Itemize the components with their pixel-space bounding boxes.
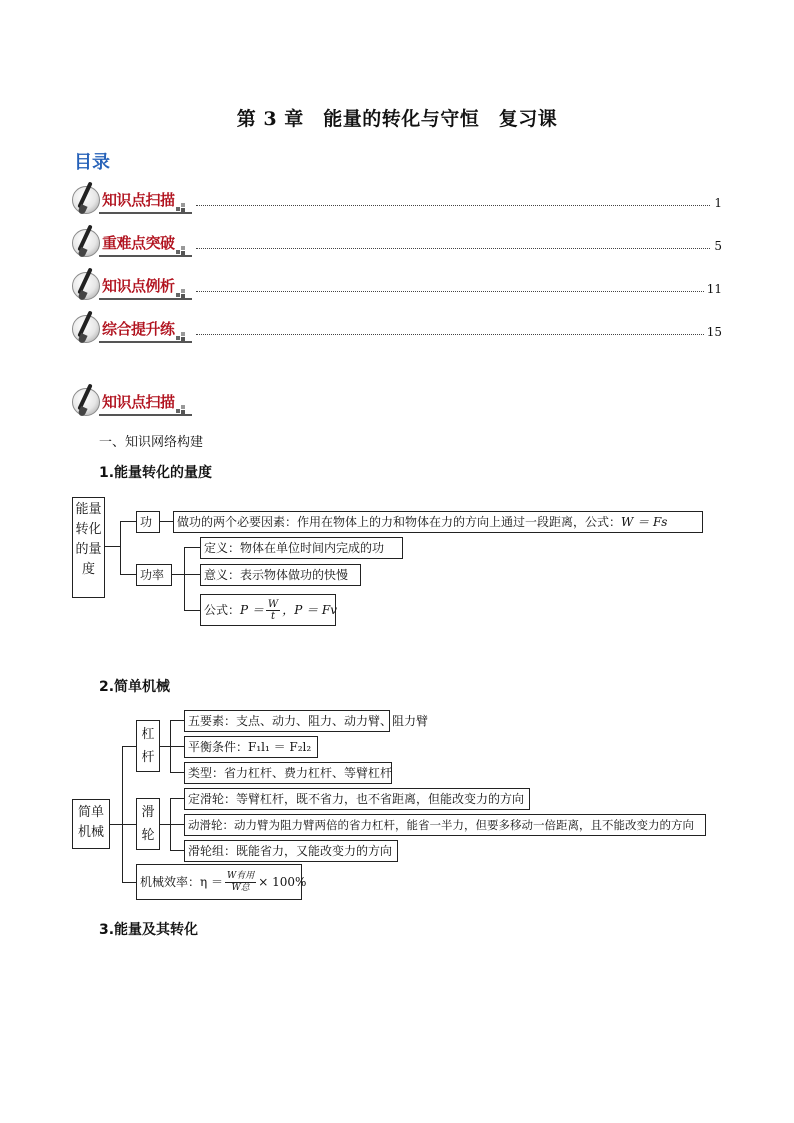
- mechanical-efficiency: 机械效率：η ＝ $\frac{\text{W有用}}{\text{W总}}$ × 100%: [136, 864, 302, 900]
- toc-badge: [72, 227, 196, 259]
- toc-badge: [72, 313, 196, 345]
- section-badge: [72, 386, 196, 418]
- toc-page-number: 11: [706, 282, 722, 296]
- section-1-heading: 1.能量转化的量度: [99, 465, 213, 481]
- lever-balance: 平衡条件：F₁l₁ ＝ F₂l₂: [184, 736, 318, 758]
- toc-heading: 目录: [74, 152, 110, 173]
- toc-item-3[interactable]: [72, 270, 722, 302]
- section-3-heading: 3.能量及其转化: [99, 922, 199, 938]
- movable-pulley: 动滑轮：动力臂为阻力臂两倍的省力杠杆，能省一半力，但要多移动一倍距离，且不能改变力的方向: [184, 814, 706, 836]
- toc-page-number: 5: [714, 239, 722, 253]
- subsection-title: 一、知识网络构建: [99, 435, 204, 450]
- toc-badge: [72, 270, 196, 302]
- toc-item-1[interactable]: [72, 184, 722, 216]
- lever-elements: 五要素：支点、动力、阻力、动力臂、阻力臂: [184, 710, 390, 732]
- diagram2-root: 简单 机械: [72, 799, 110, 849]
- power-node: 功率: [136, 564, 172, 586]
- toc-label: 重难点突破: [102, 234, 175, 252]
- toc-leader: [196, 291, 704, 292]
- section-badge-label: 知识点扫描: [102, 393, 175, 411]
- power-meaning: 意义：表示物体做功的快慢: [200, 564, 361, 586]
- lever-node: 杠 杆: [136, 720, 160, 772]
- work-description: 做功的两个必要因素：作用在物体上的力和物体在力的方向上通过一段距离，公式：W ＝ Fs: [173, 511, 703, 533]
- lever-types: 类型：省力杠杆、费力杠杆、等臂杠杆: [184, 762, 392, 784]
- toc-item-2[interactable]: [72, 227, 722, 259]
- power-definition: 定义：物体在单位时间内完成的功: [200, 537, 403, 559]
- power-formula: 公式：P ＝ $\frac{W}{t}$ ，P ＝ Fv: [200, 594, 336, 626]
- work-node: 功: [136, 511, 160, 533]
- toc-label: 知识点扫描: [102, 191, 175, 209]
- section-2-heading: 2.简单机械: [99, 679, 171, 695]
- toc-page-number: 1: [714, 196, 722, 210]
- toc-page-number: 15: [706, 325, 722, 339]
- diagram1-root: 能量 转化 的量 度: [72, 497, 105, 598]
- toc-leader: [196, 205, 710, 206]
- fixed-pulley: 定滑轮：等臂杠杆，既不省力，也不省距离，但能改变力的方向: [184, 788, 530, 810]
- pulley-block: 滑轮组：既能省力，又能改变力的方向: [184, 840, 398, 862]
- toc-badge: [72, 184, 196, 216]
- pulley-node: 滑 轮: [136, 798, 160, 850]
- toc-leader: [196, 334, 704, 335]
- toc-label: 知识点例析: [102, 277, 175, 295]
- page-title: 第 3 章 能量的转化与守恒 复习课: [236, 108, 558, 130]
- toc-label: 综合提升练: [102, 320, 175, 338]
- toc-item-4[interactable]: [72, 313, 722, 345]
- toc-leader: [196, 248, 710, 249]
